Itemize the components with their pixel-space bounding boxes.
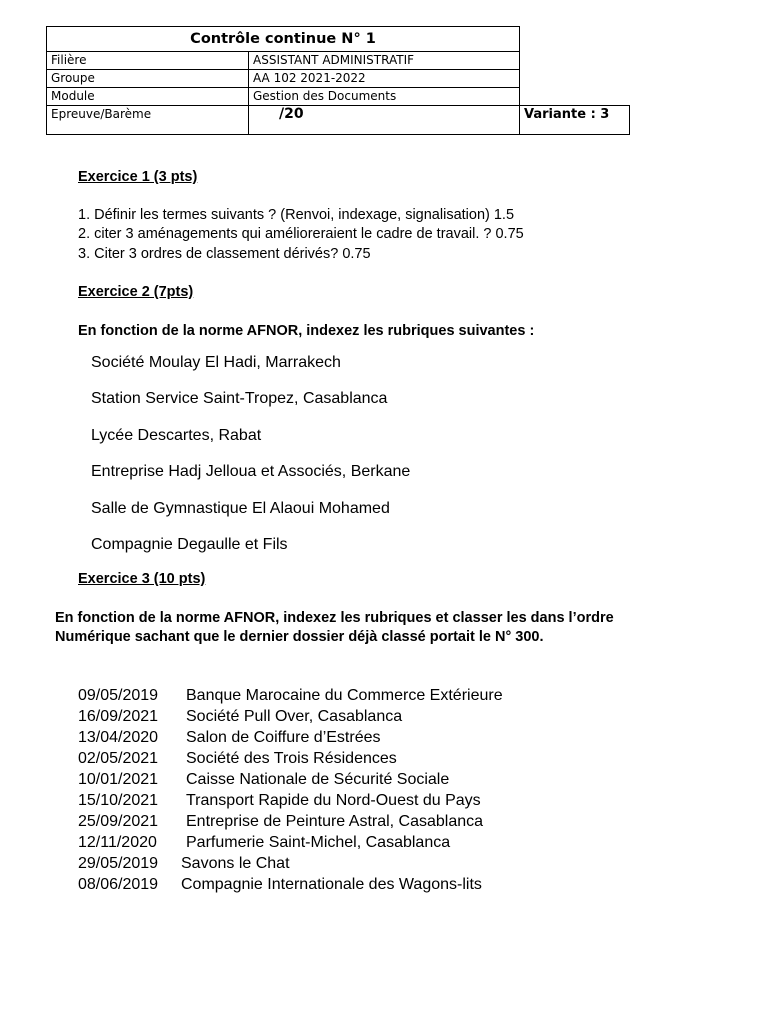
ex3-title: Exercice 3 (10 pts) xyxy=(78,571,206,587)
list-item xyxy=(78,750,397,768)
entry-name: Entreprise de Peinture Astral, Casablanca xyxy=(186,813,484,830)
ex2-item: Station Service Saint-Tropez, Casablanca xyxy=(91,390,388,407)
list-item xyxy=(78,855,290,873)
header-table xyxy=(46,26,630,135)
ex3-instruction-line-1: En fonction de la norme AFNOR, indexez les rubriques et classer les dans l’ordre xyxy=(55,610,614,626)
ex1-question-2: 2. citer 3 aménagements qui amélioreraient le cadre de travail. ? 0.75 xyxy=(78,226,524,242)
list-item xyxy=(78,729,380,747)
list-item xyxy=(78,687,503,705)
entry-name: Compagnie Internationale des Wagons-lits xyxy=(181,876,482,893)
ex3-instruction-line-2: Numérique sachant que le dernier dossier déjà classé portait le N° 300. xyxy=(55,629,544,645)
ex2-item: Salle de Gymnastique El Alaoui Mohamed xyxy=(91,500,390,517)
groupe-value: AA 102 2021-2022 xyxy=(249,70,520,88)
ex1-question-1: 1. Définir les termes suivants ? (Renvoi, indexage, signalisation) 1.5 xyxy=(78,207,515,223)
ex2-item: Lycée Descartes, Rabat xyxy=(91,427,262,444)
entry-date: 10/01/2021 xyxy=(78,771,159,788)
entry-date: 12/11/2020 xyxy=(78,834,157,851)
list-item xyxy=(78,708,402,726)
filiere-value: ASSISTANT ADMINISTRATIF xyxy=(249,52,520,70)
exam-title: Contrôle continue N° 1 xyxy=(47,27,520,52)
entry-name: Caisse Nationale de Sécurité Sociale xyxy=(186,771,450,788)
ex2-title: Exercice 2 (7pts) xyxy=(78,284,194,300)
entry-name: Banque Marocaine du Commerce Extérieure xyxy=(186,687,503,704)
ex1-question-3: 3. Citer 3 ordres de classement dérivés? 0.75 xyxy=(78,246,371,262)
entry-date: 08/06/2019 xyxy=(78,876,159,893)
list-item xyxy=(78,771,449,789)
entry-name: Salon de Coiffure d’Estrées xyxy=(186,729,381,746)
entry-date: 29/05/2019 xyxy=(78,855,159,872)
variant-value: Variante : 3 xyxy=(520,106,630,135)
entry-name: Société Pull Over, Casablanca xyxy=(186,708,403,725)
list-item xyxy=(78,813,483,831)
entry-date: 15/10/2021 xyxy=(78,792,159,809)
ex2-item: Société Moulay El Hadi, Marrakech xyxy=(91,354,341,371)
entry-name: Société des Trois Résidences xyxy=(186,750,397,767)
score-value: /20 xyxy=(249,106,520,135)
entry-name: Transport Rapide du Nord-Ouest du Pays xyxy=(186,792,481,809)
list-item xyxy=(78,834,450,852)
list-item xyxy=(78,876,482,894)
ex1-title: Exercice 1 (3 pts) xyxy=(78,169,198,185)
groupe-label: Groupe xyxy=(47,70,249,88)
list-item xyxy=(78,792,481,810)
entry-date: 09/05/2019 xyxy=(78,687,159,704)
filiere-label: Filière xyxy=(47,52,249,70)
entry-name: Parfumerie Saint-Michel, Casablanca xyxy=(186,834,451,851)
ex2-item: Compagnie Degaulle et Fils xyxy=(91,536,288,553)
ex2-item: Entreprise Hadj Jelloua et Associés, Berkane xyxy=(91,463,411,480)
entry-date: 25/09/2021 xyxy=(78,813,159,830)
epreuve-label: Epreuve/Barème xyxy=(47,106,249,135)
ex2-instruction: En fonction de la norme AFNOR, indexez les rubriques suivantes : xyxy=(78,323,535,339)
module-value: Gestion des Documents xyxy=(249,88,520,106)
module-label: Module xyxy=(47,88,249,106)
entry-date: 16/09/2021 xyxy=(78,708,159,725)
entry-name: Savons le Chat xyxy=(181,855,290,872)
entry-date: 02/05/2021 xyxy=(78,750,159,767)
entry-date: 13/04/2020 xyxy=(78,729,159,746)
